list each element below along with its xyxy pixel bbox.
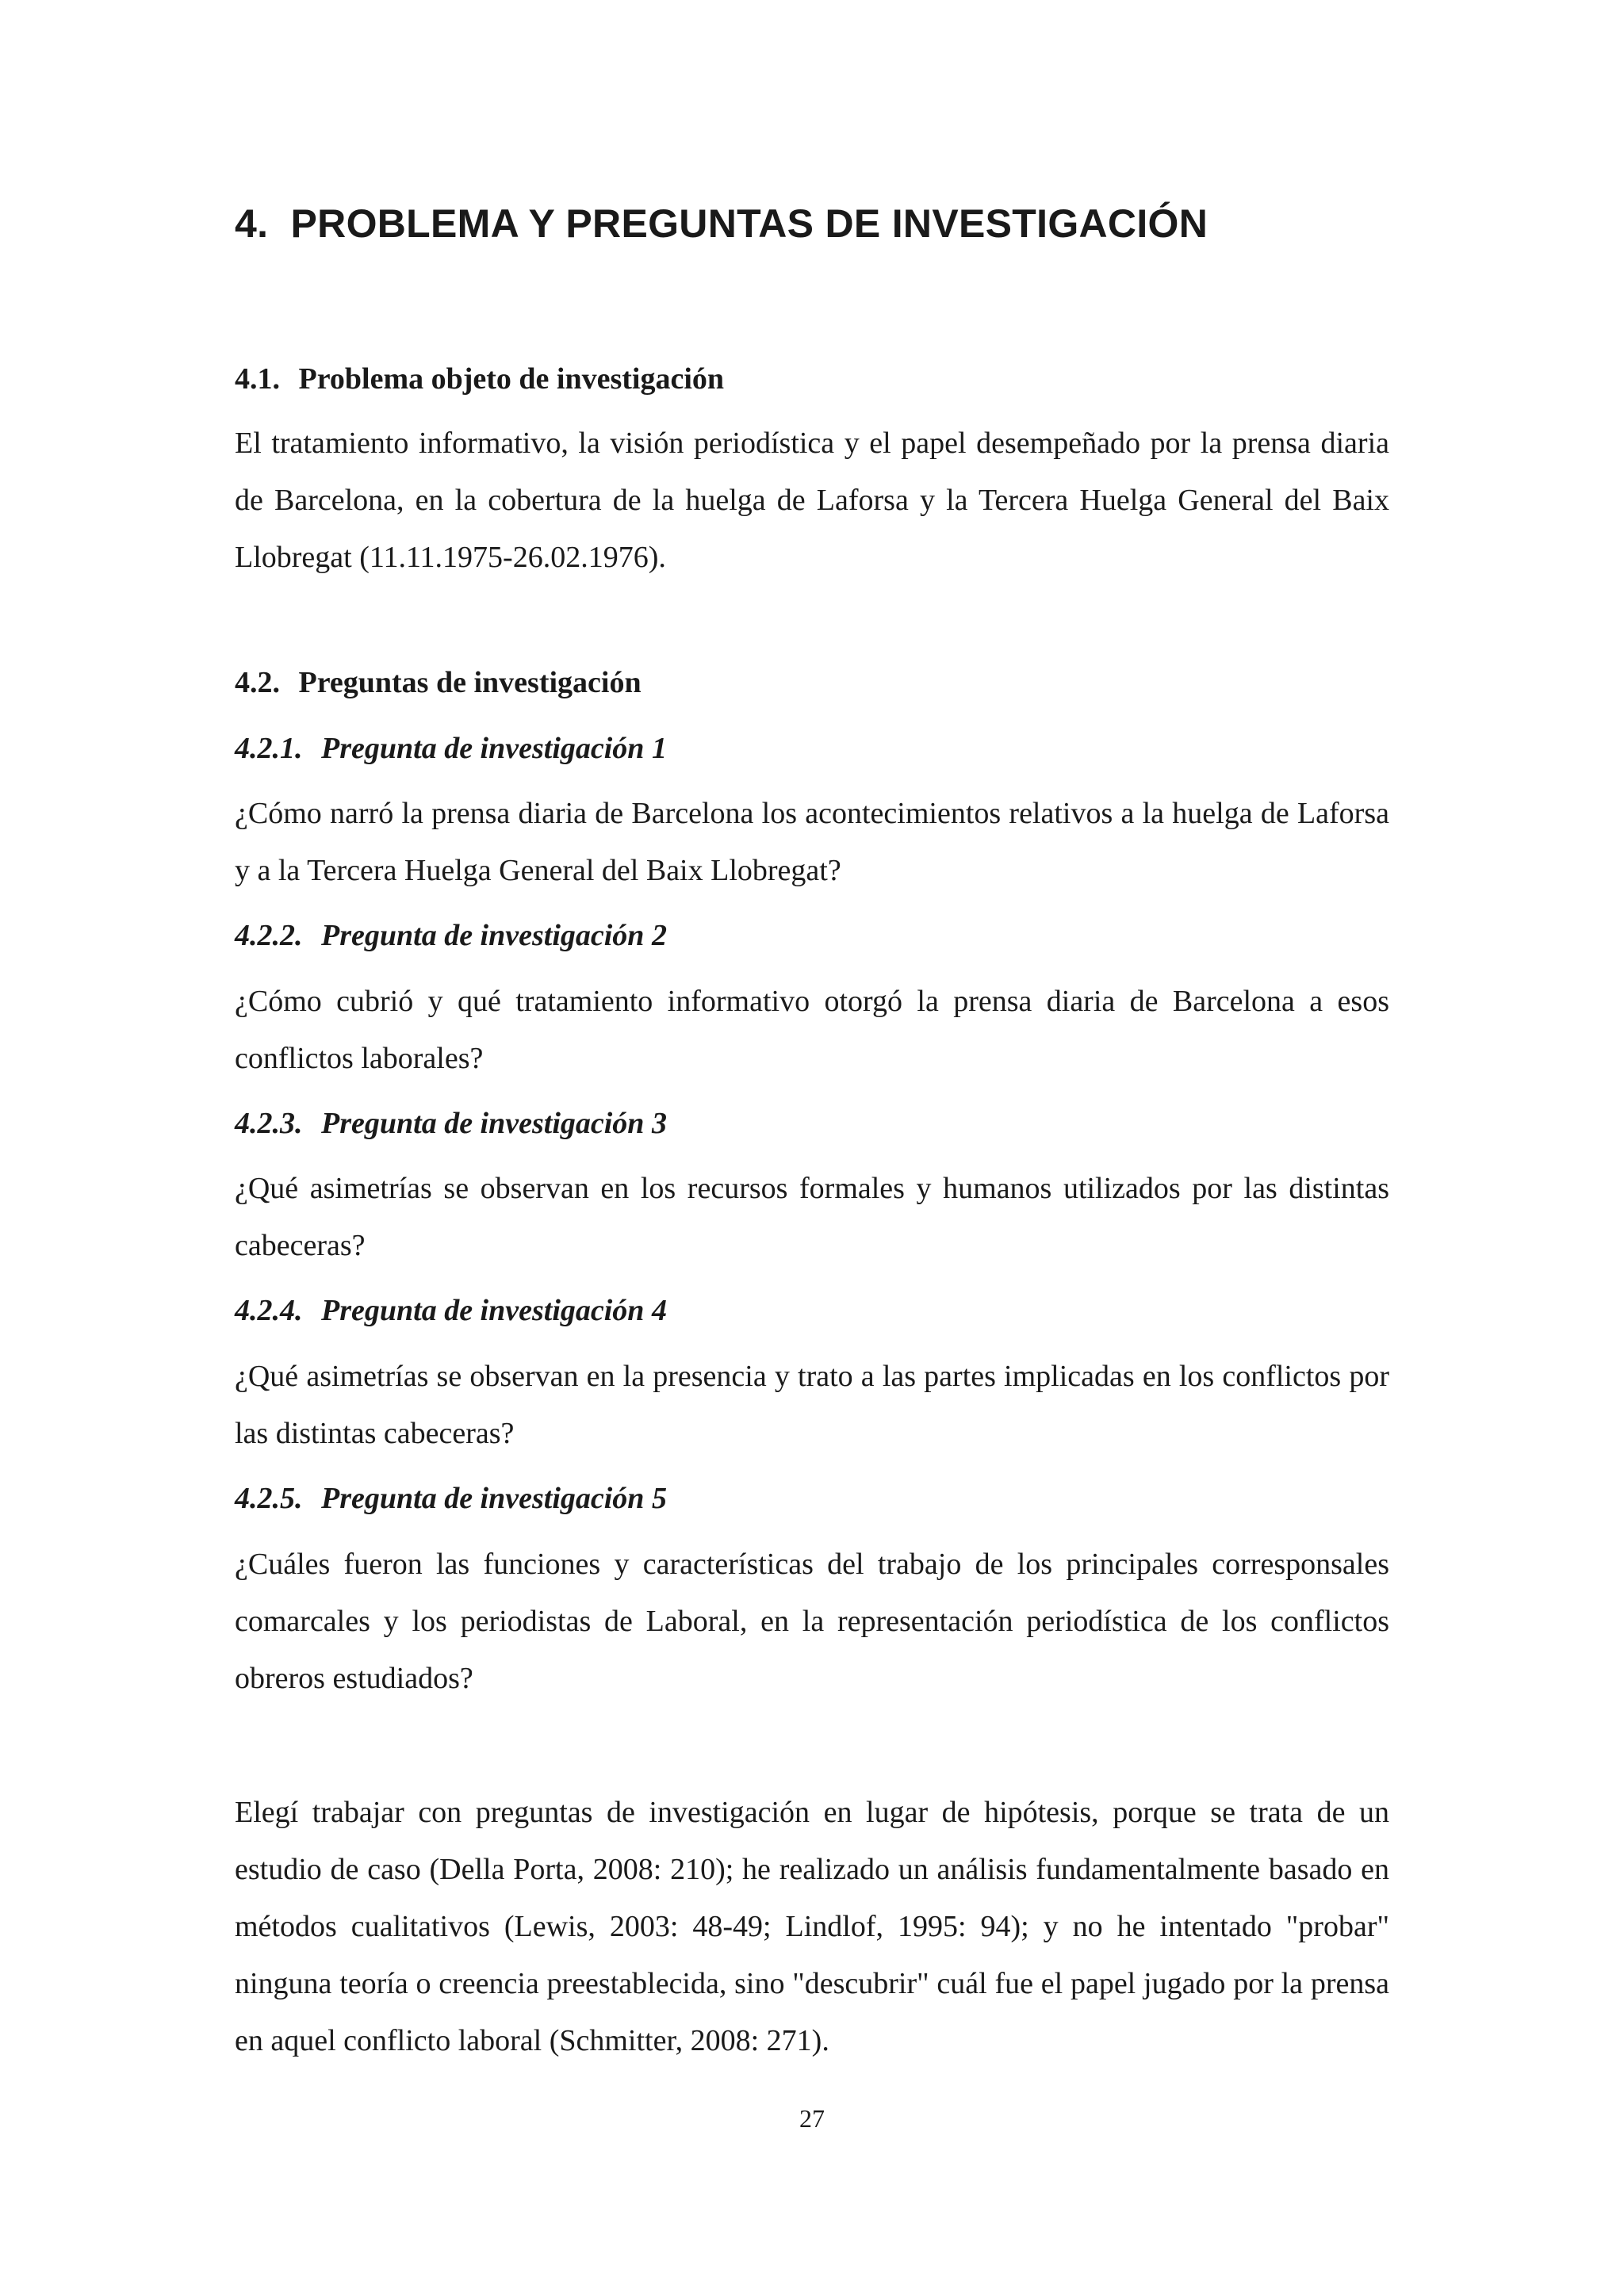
question-title: Pregunta de investigación 4 [321,1294,667,1327]
problem-paragraph: El tratamiento informativo, la visión periodística y el papel desempeñado por la prensa diaria de Barcelona, en la cobertura de la huelga de Laforsa y la Tercera Huelga General del Baix Llobregat (11.11.1975-26.02.1976). [235,427,1389,574]
question-number: 4.2.5. [235,1482,303,1515]
question-text-2: ¿Cómo cubrió y qué tratamiento informativo otorgó la prensa diaria de Barcelona a esos conflictos laborales? [235,985,1389,1075]
chapter-heading [235,197,1208,251]
question-title: Pregunta de investigación 1 [321,732,667,765]
question-text-5: ¿Cuáles fueron las funciones y características del trabajo de los principales corresponsales comarcales y los periodistas de Laboral, en la representación periodística de los conflictos obreros estudiados? [235,1548,1389,1695]
question-text-3: ¿Qué asimetrías se observan en los recursos formales y humanos utilizados por las distintas cabeceras? [235,1172,1389,1262]
question-heading-2 [235,913,667,958]
question-text-4: ¿Qué asimetrías se observan en la presencia y trato a las partes implicadas en los conflictos por las distintas cabeceras? [235,1360,1389,1450]
section-title: Problema objeto de investigación [298,362,725,396]
question-heading-4 [235,1288,667,1333]
question-number: 4.2.3. [235,1107,303,1140]
document-page [235,0,1389,2296]
question-heading-1 [235,726,667,771]
question-title: Pregunta de investigación 3 [321,1107,667,1140]
page-number: 27 [799,2104,825,2133]
closing-paragraph: Elegí trabajar con preguntas de investigación en lugar de hipótesis, porque se trata de un estudio de caso (Della Porta, 2008: 210); he realizado un análisis fundamentalmente basado en métodos cualitativos (Lewis, 2003: 48-49; Lindlof, 1995: 94); y no he intentado "probar" ninguna teoría o creencia preestablecida, sino "descubrir" cuál fue el papel jugado por la prensa en aquel conflicto laboral (Schmitter, 2008: 271). [235,1796,1389,2057]
section-title: Preguntas de investigación [298,666,642,699]
section-number: 4.2. [235,666,280,699]
question-title: Pregunta de investigación 5 [321,1482,667,1515]
question-number: 4.2.2. [235,919,303,952]
section-heading-4-2 [235,660,642,705]
section-heading-4-1 [235,357,724,401]
chapter-number: 4. [235,201,269,246]
question-text-1: ¿Cómo narró la prensa diaria de Barcelona los acontecimientos relativos a la huelga de Laforsa y a la Tercera Huelga General del Baix Llobregat? [235,797,1389,887]
question-number: 4.2.4. [235,1294,303,1327]
question-heading-5 [235,1476,667,1521]
question-heading-3 [235,1101,667,1146]
section-number: 4.1. [235,362,280,396]
question-title: Pregunta de investigación 2 [321,919,667,952]
chapter-title: PROBLEMA Y PREGUNTAS DE INVESTIGACIÓN [290,201,1208,246]
question-number: 4.2.1. [235,732,303,765]
